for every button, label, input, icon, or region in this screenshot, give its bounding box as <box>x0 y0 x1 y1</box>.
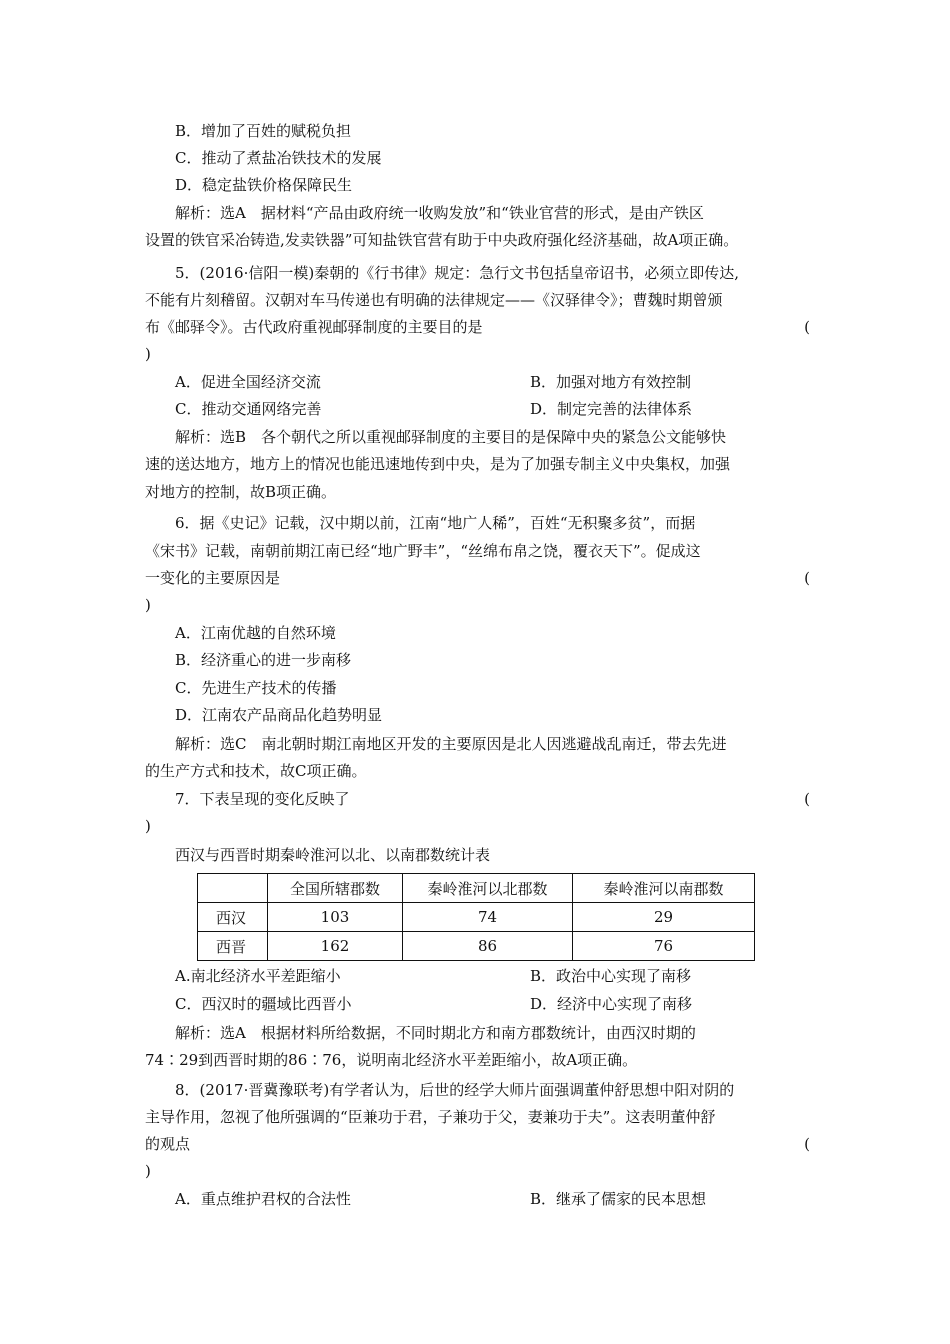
q7-option-a: A.南北经济水平差距缩小 <box>175 967 341 985</box>
q6-option-d: D．江南农产品商品化趋势明显 <box>175 706 383 724</box>
answer-paren-open: ( <box>804 1135 810 1153</box>
table-cell-period: 西汉 <box>198 903 268 932</box>
answer-paren-open: ( <box>804 790 810 808</box>
q5-stem-cont2 <box>145 314 810 341</box>
q7-stem <box>175 786 810 813</box>
q6-stem-cont: 《宋书》记载，南朝前期江南已经“地广野丰”，“丝绵布帛之饶，覆衣天下”。促成这 <box>145 542 701 560</box>
commandery-stats-table <box>197 873 755 961</box>
q7-analysis: 解析：选A 根据材料所给数据，不同时期北方和南方郡数统计，由西汉时期的 <box>175 1024 696 1042</box>
table-header-cell: 秦岭淮河以北郡数 <box>403 874 573 903</box>
q5-options-row2 <box>175 396 810 423</box>
q6-analysis: 解析：选C 南北朝时期江南地区开发的主要原因是北人因逃避战乱南迁，带去先进 <box>175 735 727 753</box>
q5-analysis-cont2: 对地方的控制，故B项正确。 <box>145 483 337 501</box>
q8-stem-text: 的观点 <box>145 1135 191 1153</box>
q7-analysis-cont: 74∶29到西晋时期的86∶76，说明南北经济水平差距缩小，故A项正确。 <box>145 1051 638 1069</box>
q4-option-d: D．稳定盐铁价格保障民生 <box>175 176 353 194</box>
answer-paren-close: ) <box>145 596 151 614</box>
q6-option-b: B．经济重心的进一步南移 <box>175 651 352 669</box>
table-header-row <box>198 874 755 903</box>
table-cell: 86 <box>403 932 573 961</box>
q5-option-a: A．促进全国经济交流 <box>175 373 321 391</box>
q8-stem-cont2 <box>145 1131 810 1158</box>
table-caption: 西汉与西晋时期秦岭淮河以北、以南郡数统计表 <box>175 846 491 864</box>
q4-analysis: 解析：选A 据材料“产品由政府统一收购发放”和“铁业官营的形式，是由产铁区 <box>175 204 704 222</box>
q6-stem: 6．据《史记》记载，汉中期以前，江南“地广人稀”，百姓“无积聚多贫”，而据 <box>175 514 696 532</box>
q6-analysis-cont: 的生产方式和技术，故C项正确。 <box>145 762 367 780</box>
q5-options-row1 <box>175 369 810 396</box>
table-row <box>198 932 755 961</box>
q7-options-row2 <box>175 991 810 1018</box>
table-header-cell: 全国所辖郡数 <box>268 874 403 903</box>
answer-paren-close: ) <box>145 1162 151 1180</box>
q8-option-b: B．继承了儒家的民本思想 <box>530 1190 707 1208</box>
q7-option-c: C．西汉时的疆域比西晋小 <box>175 995 352 1013</box>
q5-analysis-cont: 速的送达地方，地方上的情况也能迅速地传到中央，是为了加强专制主义中央集权，加强 <box>145 455 731 473</box>
q5-option-c: C．推动交通网络完善 <box>175 400 322 418</box>
answer-paren-close: ) <box>145 817 151 835</box>
q6-stem-cont2 <box>145 565 810 592</box>
q8-options-row1 <box>175 1186 810 1213</box>
answer-paren-open: ( <box>804 569 810 587</box>
table-cell-period: 西晋 <box>198 932 268 961</box>
q5-stem-text: 布《邮驿令》。古代政府重视邮驿制度的主要目的是 <box>145 318 483 336</box>
q8-stem-cont: 主导作用，忽视了他所强调的“臣兼功于君，子兼功于父，妻兼功于夫”。这表明董仲舒 <box>145 1108 716 1126</box>
q6-option-c: C．先进生产技术的传播 <box>175 679 337 697</box>
q5-stem-cont: 不能有片刻稽留。汉朝对车马传递也有明确的法律规定——《汉驿律令》；曹魏时期曾颁 <box>145 291 723 309</box>
q8-stem: 8．(2017·晋冀豫联考)有学者认为，后世的经学大师片面强调董仲舒思想中阳对阴的 <box>175 1081 735 1099</box>
q5-analysis: 解析：选B 各个朝代之所以重视邮驿制度的主要目的是保障中央的紧急公文能够快 <box>175 428 727 446</box>
table-header-cell <box>198 874 268 903</box>
table-cell: 74 <box>403 903 573 932</box>
answer-paren-open: ( <box>804 318 810 336</box>
q4-analysis-cont: 设置的铁官采冶铸造,发卖铁器”可知盐铁官营有助于中央政府强化经济基础，故A项正确。 <box>145 231 739 249</box>
q5-stem: 5．(2016·信阳一模)秦朝的《行书律》规定：急行文书包括皇帝诏书，必须立即传达, <box>175 264 739 282</box>
table-cell: 162 <box>268 932 403 961</box>
table-cell: 103 <box>268 903 403 932</box>
q7-stem-text: 7．下表呈现的变化反映了 <box>175 790 350 808</box>
table-cell: 29 <box>573 903 755 932</box>
q7-option-b: B．政治中心实现了南移 <box>530 967 692 985</box>
q5-option-b: B．加强对地方有效控制 <box>530 373 692 391</box>
q4-option-c: C．推动了煮盐冶铁技术的发展 <box>175 149 382 167</box>
q8-option-a: A．重点维护君权的合法性 <box>175 1190 351 1208</box>
q7-options-row1 <box>175 963 810 990</box>
q4-option-b: B．增加了百姓的赋税负担 <box>175 122 352 140</box>
q6-option-a: A．江南优越的自然环境 <box>175 624 336 642</box>
q7-option-d: D．经济中心实现了南移 <box>530 995 693 1013</box>
answer-paren-close: ) <box>145 345 151 363</box>
table-row <box>198 903 755 932</box>
q5-option-d: D．制定完善的法律体系 <box>530 400 693 418</box>
q6-stem-text: 一变化的主要原因是 <box>145 569 281 587</box>
table-header-cell: 秦岭淮河以南郡数 <box>573 874 755 903</box>
table-cell: 76 <box>573 932 755 961</box>
